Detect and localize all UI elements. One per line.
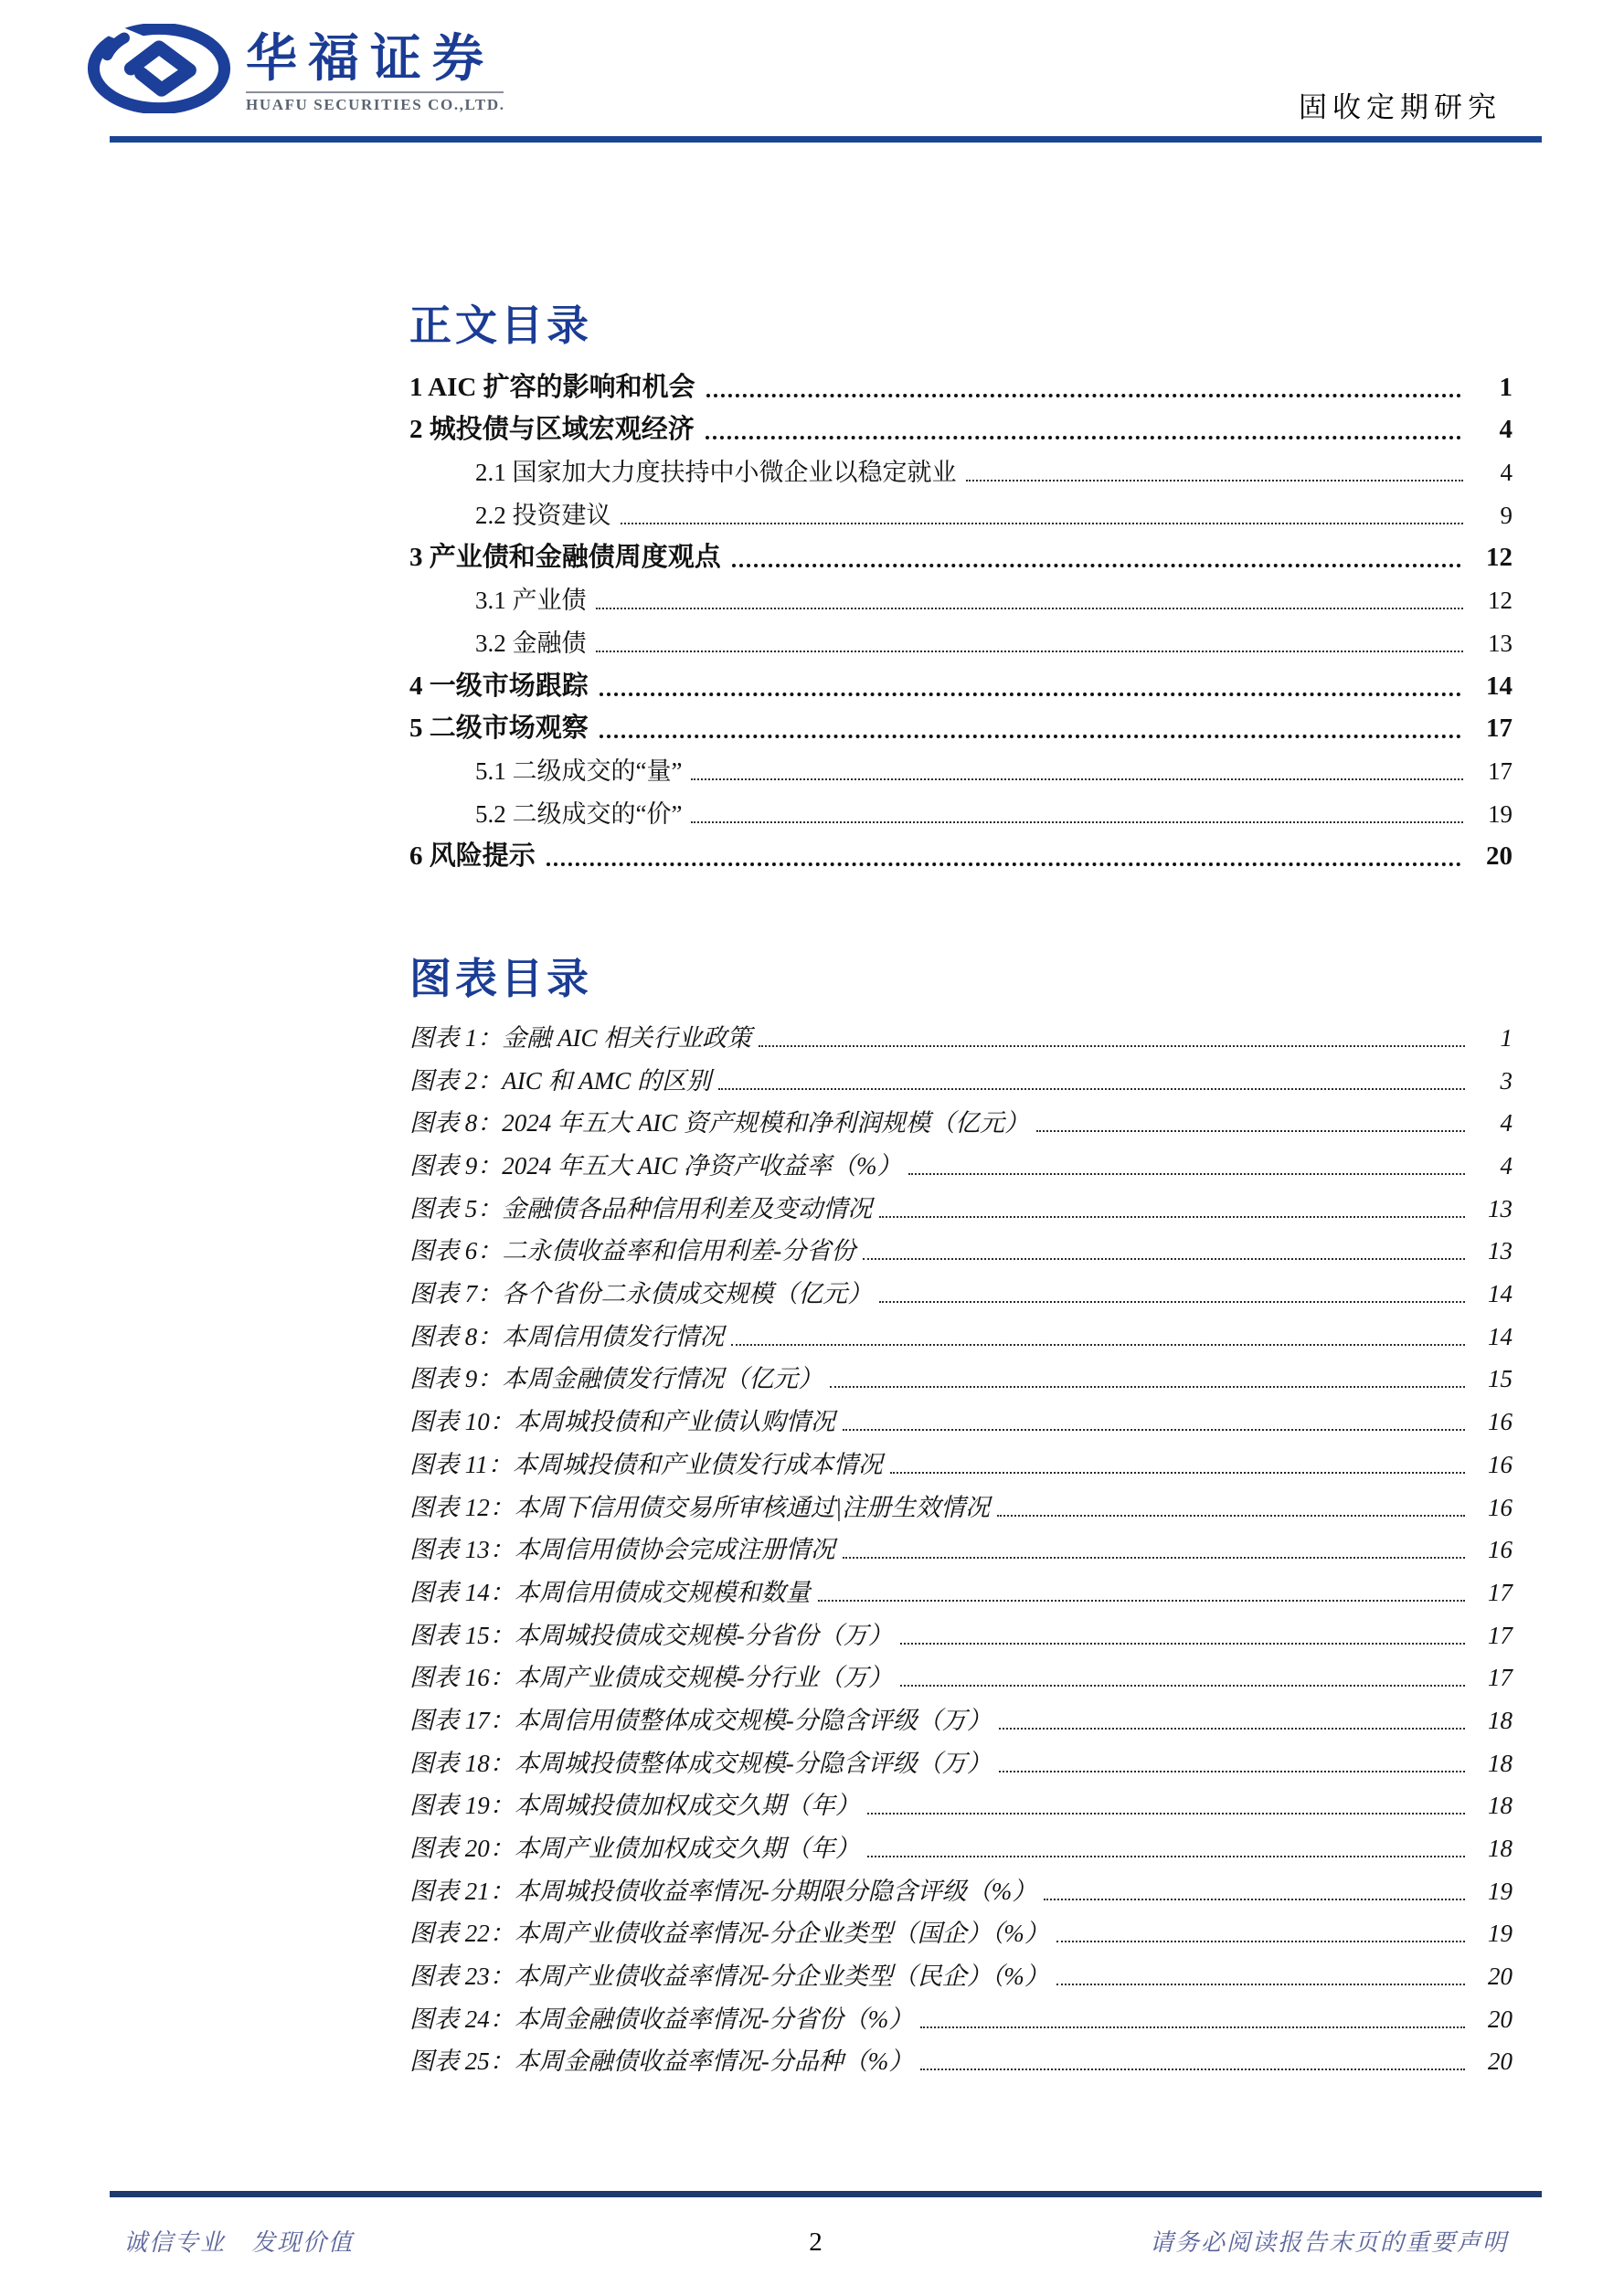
toc-entry[interactable] (409, 746, 1513, 788)
toc-entry-page: 18 (1488, 1792, 1513, 1820)
figure-entry[interactable] (409, 1994, 1513, 2037)
dot-leader (1044, 1899, 1465, 1900)
figure-entry[interactable] (409, 1781, 1513, 1824)
dot-leader (759, 1045, 1465, 1047)
toc-entry[interactable] (409, 788, 1513, 831)
toc-entry-label: 图表 25：本周金融债收益率情况-分品种（%） (409, 2047, 914, 2076)
dot-leader (920, 2026, 1465, 2028)
dot-leader (691, 821, 1463, 823)
brand-name-cn: 华福证券 (246, 31, 494, 88)
toc-entry-page: 19 (1488, 1877, 1513, 1905)
report-category-label: 固收定期研究 (1299, 91, 1502, 123)
toc-entry[interactable] (409, 447, 1513, 490)
brand-name-en: HUAFU SECURITIES CO.,LTD. (246, 96, 505, 113)
toc-entry-page: 1 (1499, 372, 1513, 402)
toc-entry-page: 4 (1500, 1109, 1513, 1137)
dot-leader (863, 1258, 1465, 1260)
dot-leader (999, 1771, 1465, 1772)
figure-entry[interactable] (409, 1226, 1513, 1269)
toc-entry-page: 12 (1488, 587, 1513, 615)
toc-entry-page: 4 (1500, 1152, 1513, 1180)
dot-leader (920, 2069, 1465, 2070)
dot-leader (621, 523, 1464, 524)
figure-entry[interactable] (409, 1567, 1513, 1610)
toc-entry-label: 图表 21：本周城投债收益率情况-分期限分隐含评级（%） (409, 1877, 1037, 1905)
toc-entry-page: 18 (1488, 1706, 1513, 1734)
toc-entry[interactable] (409, 362, 1513, 405)
toc-entry-label: 图表 23：本周产业债收益率情况-分企业类型（民企）（%） (409, 1963, 1049, 1991)
huafu-logo-icon (87, 24, 231, 113)
dot-leader (879, 1301, 1465, 1303)
toc-entry-page: 15 (1488, 1365, 1513, 1393)
brand-divider (246, 91, 504, 93)
toc-entry-page: 20 (1488, 2047, 1513, 2076)
toc-entry[interactable] (409, 704, 1513, 746)
toc-entry-label: 图表 1：金融 AIC 相关行业政策 (409, 1023, 752, 1052)
toc-entry-page: 1 (1500, 1023, 1513, 1052)
figure-entry[interactable] (409, 1396, 1513, 1439)
toc-entry-label: 图表 13：本周信用债协会完成注册情况 (409, 1536, 835, 1564)
dot-leader (830, 1386, 1465, 1388)
toc-entry-label: 图表 8：2024 年五大 AIC 资产规模和净利润规模（亿元） (409, 1109, 1029, 1137)
footer-slogan: 诚信专业 发现价值 (123, 2229, 355, 2256)
dot-leader (966, 480, 1464, 481)
toc-entry-label: 图表 8：本周信用债发行情况 (409, 1322, 725, 1350)
toc-entry-label: 3 产业债和金融债周度观点 (409, 543, 721, 573)
toc-entry-label: 3.1 产业债 (475, 587, 587, 615)
dot-leader (547, 862, 1461, 866)
dot-leader (731, 1344, 1465, 1346)
toc-entry-label: 图表 14：本周信用债成交规模和数量 (409, 1578, 811, 1606)
toc-entry-label: 图表 17：本周信用债整体成交规模-分隐含评级（万） (409, 1706, 992, 1734)
dot-leader (879, 1216, 1465, 1218)
toc-entry-page: 13 (1488, 1237, 1513, 1265)
toc-list (409, 362, 1513, 873)
figure-entry[interactable] (409, 1268, 1513, 1311)
footer-disclaimer: 请务必阅读报告末页的重要声明 (1149, 2229, 1508, 2256)
toc-entry-label: 2.1 国家加大力度扶持中小微企业以稳定就业 (475, 459, 957, 487)
toc-entry[interactable] (409, 405, 1513, 448)
toc-entry-label: 1 AIC 扩容的影响和机会 (409, 372, 695, 402)
toc-entry-page: 14 (1486, 671, 1513, 701)
page-footer (123, 2224, 1508, 2258)
toc-entry-page: 17 (1486, 714, 1513, 744)
toc-entry-page: 13 (1488, 1194, 1513, 1222)
toc-entry-page: 12 (1486, 543, 1513, 573)
dot-leader (843, 1429, 1465, 1431)
toc-entry-page: 17 (1488, 757, 1513, 785)
toc-entry-page: 18 (1488, 1835, 1513, 1862)
toc-entry-page: 20 (1488, 1963, 1513, 1991)
dot-leader (908, 1173, 1465, 1175)
toc-entry-page: 17 (1488, 1664, 1513, 1692)
footer-divider (110, 2191, 1542, 2197)
toc-entry-label: 5.2 二级成交的“价” (475, 799, 683, 828)
figure-entry[interactable] (409, 1866, 1513, 1909)
toc-entry-page: 17 (1488, 1578, 1513, 1606)
dot-leader (1056, 1984, 1465, 1985)
figure-entry[interactable] (409, 1055, 1513, 1098)
toc-section-title: 正文目录 (409, 302, 592, 349)
toc-content (409, 291, 1513, 2079)
figure-entry[interactable] (409, 1012, 1513, 1055)
dot-leader (706, 436, 1461, 439)
header-divider (110, 136, 1542, 143)
toc-entry-page: 18 (1488, 1749, 1513, 1777)
toc-entry-label: 图表 7：各个省份二永债成交规模（亿元） (409, 1280, 873, 1308)
dot-leader (732, 564, 1461, 567)
dot-leader (718, 1088, 1465, 1090)
toc-entry-page: 16 (1488, 1450, 1513, 1478)
toc-entry-label: 图表 10：本周城投债和产业债认购情况 (409, 1408, 835, 1436)
toc-entry-label: 2.2 投资建议 (475, 501, 611, 529)
toc-entry-label: 6 风险提示 (409, 841, 536, 872)
toc-entry-page: 20 (1486, 841, 1513, 872)
toc-entry-label: 图表 9：本周金融债发行情况（亿元） (409, 1365, 823, 1393)
figure-entry[interactable] (409, 1909, 1513, 1952)
dot-leader (999, 1728, 1465, 1730)
toc-entry-label: 图表 16：本周产业债成交规模-分行业（万） (409, 1664, 893, 1692)
dot-leader (600, 693, 1461, 696)
toc-entry-page: 16 (1488, 1493, 1513, 1521)
toc-entry-page: 9 (1500, 501, 1513, 529)
toc-entry-label: 图表 18：本周城投债整体成交规模-分隐含评级（万） (409, 1749, 992, 1777)
toc-entry[interactable] (409, 618, 1513, 661)
figure-entry[interactable] (409, 1951, 1513, 1994)
toc-entry-label: 图表 20：本周产业债加权成交久期（年） (409, 1835, 860, 1862)
toc-entry-label: 图表 24：本周金融债收益率情况-分省份（%） (409, 2005, 914, 2033)
figures-section-title: 图表目录 (409, 956, 592, 1003)
figure-entry[interactable] (409, 1525, 1513, 1568)
toc-entry[interactable] (409, 831, 1513, 874)
figure-list (409, 1012, 1513, 2079)
dot-leader (596, 608, 1464, 609)
toc-entry-page: 3 (1500, 1066, 1513, 1095)
toc-entry-page: 14 (1488, 1322, 1513, 1350)
toc-entry-page: 19 (1488, 1920, 1513, 1948)
figure-entry[interactable] (409, 1140, 1513, 1183)
figure-entry[interactable] (409, 1311, 1513, 1354)
page-number: 2 (809, 2227, 823, 2257)
toc-entry-label: 4 一级市场跟踪 (409, 671, 589, 701)
figure-entry[interactable] (409, 1653, 1513, 1696)
toc-entry-page: 4 (1500, 459, 1513, 487)
dot-leader (843, 1557, 1465, 1559)
dot-leader (1036, 1130, 1465, 1132)
dot-leader (900, 1685, 1465, 1687)
toc-entry-page: 4 (1499, 415, 1513, 445)
toc-entry-label: 图表 6：二永债收益率和信用利差-分省份 (409, 1237, 856, 1265)
toc-entry-page: 20 (1488, 2005, 1513, 2033)
toc-entry[interactable] (409, 575, 1513, 618)
figure-entry[interactable] (409, 1098, 1513, 1141)
toc-entry-label: 图表 15：本周城投债成交规模-分省份（万） (409, 1621, 893, 1649)
toc-entry-label: 图表 19：本周城投债加权成交久期（年） (409, 1792, 860, 1820)
dot-leader (867, 1856, 1465, 1857)
dot-leader (890, 1472, 1465, 1474)
brand-block (87, 24, 505, 114)
toc-entry-label: 图表 22：本周产业债收益率情况-分企业类型（国企）（%） (409, 1920, 1049, 1948)
toc-entry-label: 5.1 二级成交的“量” (475, 757, 683, 785)
dot-leader (691, 778, 1463, 780)
dot-leader (818, 1600, 1465, 1602)
figure-entry[interactable] (409, 1610, 1513, 1653)
toc-entry[interactable] (409, 490, 1513, 533)
dot-leader (600, 735, 1461, 738)
figure-entry[interactable] (409, 1738, 1513, 1781)
toc-entry-label: 3.2 金融债 (475, 629, 587, 657)
dot-leader (596, 651, 1464, 652)
toc-entry-label: 图表 2：AIC 和 AMC 的区别 (409, 1066, 711, 1095)
toc-entry-page: 16 (1488, 1536, 1513, 1564)
toc-entry-label: 图表 12：本周下信用债交易所审核通过|注册生效情况 (409, 1493, 991, 1521)
toc-entry[interactable] (409, 661, 1513, 704)
toc-entry-label: 2 城投债与区域宏观经济 (409, 415, 695, 445)
toc-entry-page: 13 (1488, 629, 1513, 657)
toc-entry-label: 5 二级市场观察 (409, 714, 589, 744)
toc-entry-page: 16 (1488, 1408, 1513, 1436)
figure-entry[interactable] (409, 1354, 1513, 1397)
toc-entry-page: 19 (1488, 799, 1513, 828)
dot-leader (867, 1813, 1465, 1815)
dot-leader (900, 1643, 1465, 1645)
toc-entry[interactable] (409, 533, 1513, 576)
toc-entry-label: 图表 5：金融债各品种信用利差及变动情况 (409, 1194, 873, 1222)
dot-leader (706, 394, 1461, 397)
dot-leader (1056, 1941, 1465, 1942)
brand-text (246, 24, 505, 114)
figure-entry[interactable] (409, 1439, 1513, 1482)
toc-entry-page: 17 (1488, 1621, 1513, 1649)
figure-entry[interactable] (409, 1823, 1513, 1866)
figure-entry[interactable] (409, 2037, 1513, 2079)
toc-entry-label: 图表 11：本周城投债和产业债发行成本情况 (409, 1450, 883, 1478)
figure-entry[interactable] (409, 1482, 1513, 1525)
dot-leader (997, 1515, 1465, 1517)
figure-entry[interactable] (409, 1183, 1513, 1226)
figure-entry[interactable] (409, 1695, 1513, 1738)
toc-entry-page: 14 (1488, 1280, 1513, 1308)
toc-entry-label: 图表 9：2024 年五大 AIC 净资产收益率（%） (409, 1152, 902, 1180)
